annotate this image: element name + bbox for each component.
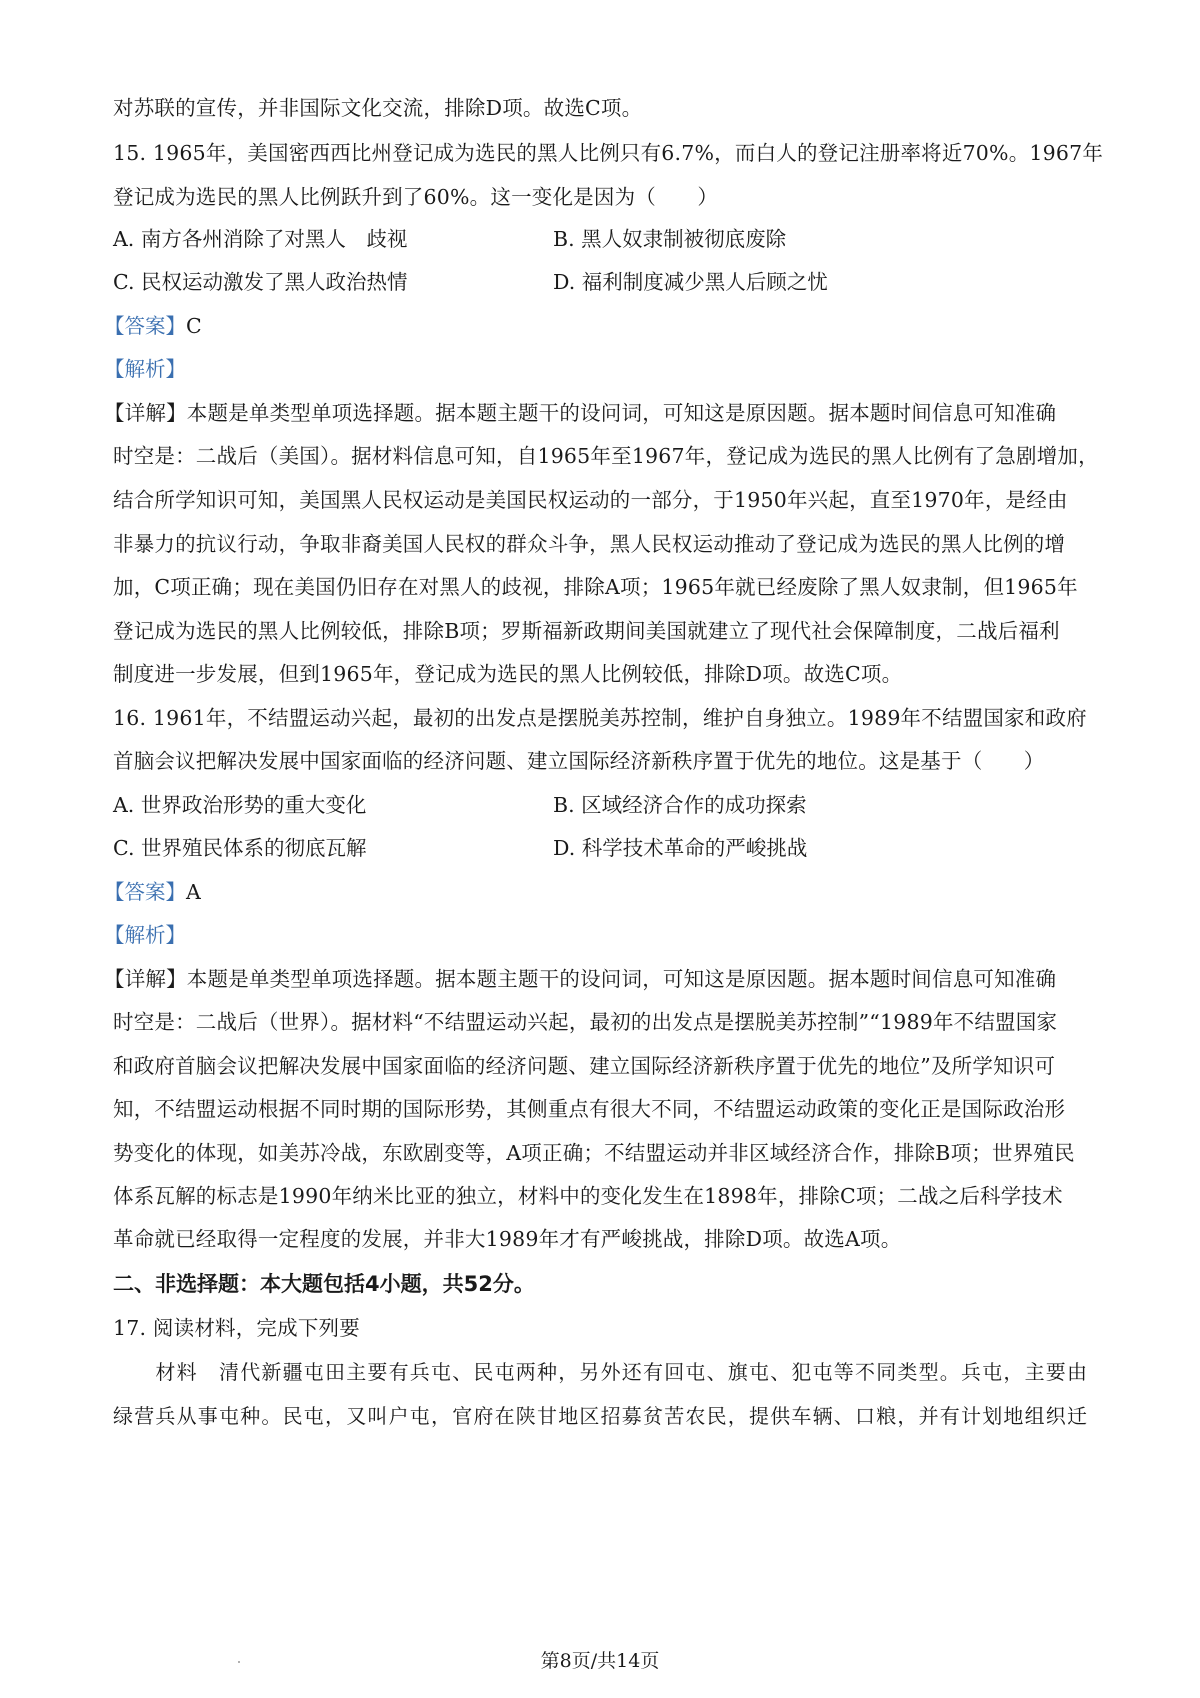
q16-option-a: A. 世界政治形势的重大变化 <box>113 793 367 817</box>
q16-answer <box>104 877 201 907</box>
q16-option-c: C. 世界殖民体系的彻底瓦解 <box>113 836 367 860</box>
answer-value: C <box>186 314 202 338</box>
text-line: 对苏联的宣传，并非国际文化交流，排除D项。故选C项。 <box>113 96 643 120</box>
question-16-stem: 16. 1961年，不结盟运动兴起，最初的出发点是摆脱美苏控制，维护自身独立。1989年不结盟国家和政府 <box>113 706 1087 730</box>
q16-detail-line: 知，不结盟运动根据不同时期的国际形势，其侧重点有很大不同，不结盟运动政策的变化正是国际政治形 <box>113 1097 1066 1121</box>
q16-option-b: B. 区域经济合作的成功探索 <box>553 793 807 817</box>
q16-analysis-tag <box>104 920 186 950</box>
q16-detail-line: 体系瓦解的标志是1990年纳米比亚的独立，材料中的变化发生在1898年，排除C项；二战之后科学技术 <box>113 1184 1063 1208</box>
q16-detail-line: 时空是：二战后（世界）。据材料“不结盟运动兴起，最初的出发点是摆脱美苏控制”“1989年不结盟国家 <box>113 1010 1058 1034</box>
q15-detail-line: 结合所学知识可知，美国黑人民权运动是美国民权运动的一部分，于1950年兴起，直至1970年，是经由 <box>113 488 1068 512</box>
q16-detail-line: 革命就已经取得一定程度的发展，并非大1989年才有严峻挑战，排除D项。故选A项。 <box>113 1227 902 1251</box>
q16-detail-line: 和政府首脑会议把解决发展中国家面临的经济问题、建立国际经济新秩序置于优先的地位”及所学知识可 <box>113 1054 1056 1078</box>
q15-detail-line: 加，C项正确；现在美国仍旧存在对黑人的歧视，排除A项；1965年就已经废除了黑人奴隶制，但1965年 <box>113 575 1078 599</box>
q15-option-a: A. 南方各州消除了对黑人 歧视 <box>113 227 408 251</box>
analysis-tag: 【解析】 <box>104 357 186 381</box>
q15-detail-line: 非暴力的抗议行动，争取非裔美国人民权的群众斗争，黑人民权运动推动了登记成为选民的黑人比例的增 <box>113 532 1066 556</box>
q15-detail-line: 【详解】本题是单类型单项选择题。据本题主题干的设问词，可知这是原因题。据本题时间信息可知准确 <box>104 401 1057 425</box>
q16-detail-line: 势变化的体现，如美苏冷战，东欧剧变等，A项正确；不结盟运动并非区域经济合作，排除B项；世界殖民 <box>113 1141 1075 1165</box>
q16-option-d: D. 科学技术革命的严峻挑战 <box>553 836 808 860</box>
q15-option-b: B. 黑人奴隶制被彻底废除 <box>553 227 787 251</box>
answer-tag: 【答案】 <box>104 880 186 904</box>
question-17-stem: 17. 阅读材料，完成下列要 <box>113 1316 360 1340</box>
question-15-stem: 15. 1965年，美国密西西比州登记成为选民的黑人比例只有6.7%，而白人的登记注册率将近70%。1967年 <box>113 141 1104 165</box>
q15-detail-line: 制度进一步发展，但到1965年，登记成为选民的黑人比例较低，排除D项。故选C项。 <box>113 662 903 686</box>
analysis-tag: 【解析】 <box>104 923 186 947</box>
section-heading: 二、非选择题：本大题包括4小题，共52分。 <box>113 1272 535 1296</box>
question-15-stem-cont: 登记成为选民的黑人比例跃升到了60%。这一变化是因为（ ） <box>113 185 719 209</box>
q16-detail-line: 【详解】本题是单类型单项选择题。据本题主题干的设问词，可知这是原因题。据本题时间信息可知准确 <box>104 967 1057 991</box>
q15-detail-line: 登记成为选民的黑人比例较低，排除B项；罗斯福新政期间美国就建立了现代社会保障制度，二战后福利 <box>113 619 1060 643</box>
answer-value: A <box>186 880 201 904</box>
q15-option-c: C. 民权运动激发了黑人政治热情 <box>113 270 408 294</box>
page-footer: 第8页/共14页 <box>540 1650 660 1672</box>
material-text-line: 材料 清代新疆屯田主要有兵屯、民屯两种，另外还有回屯、旗屯、犯屯等不同类型。兵屯，主要由 <box>113 1360 1089 1384</box>
q15-answer <box>104 311 202 341</box>
q15-detail-line: 时空是：二战后（美国）。据材料信息可知，自1965年至1967年，登记成为选民的黑人比例有了急剧增加， <box>113 444 1099 468</box>
answer-tag: 【答案】 <box>104 314 186 338</box>
material-text-line: 绿营兵从事屯种。民屯，又叫户屯，官府在陕甘地区招募贫苦农民，提供车辆、口粮，并有计划地组织迁 <box>113 1404 1089 1428</box>
q15-option-d: D. 福利制度减少黑人后顾之忧 <box>553 270 828 294</box>
q15-analysis-tag <box>104 354 186 384</box>
question-16-stem-cont: 首脑会议把解决发展中国家面临的经济问题、建立国际经济新秩序置于优先的地位。这是基于（ ） <box>113 749 1045 773</box>
